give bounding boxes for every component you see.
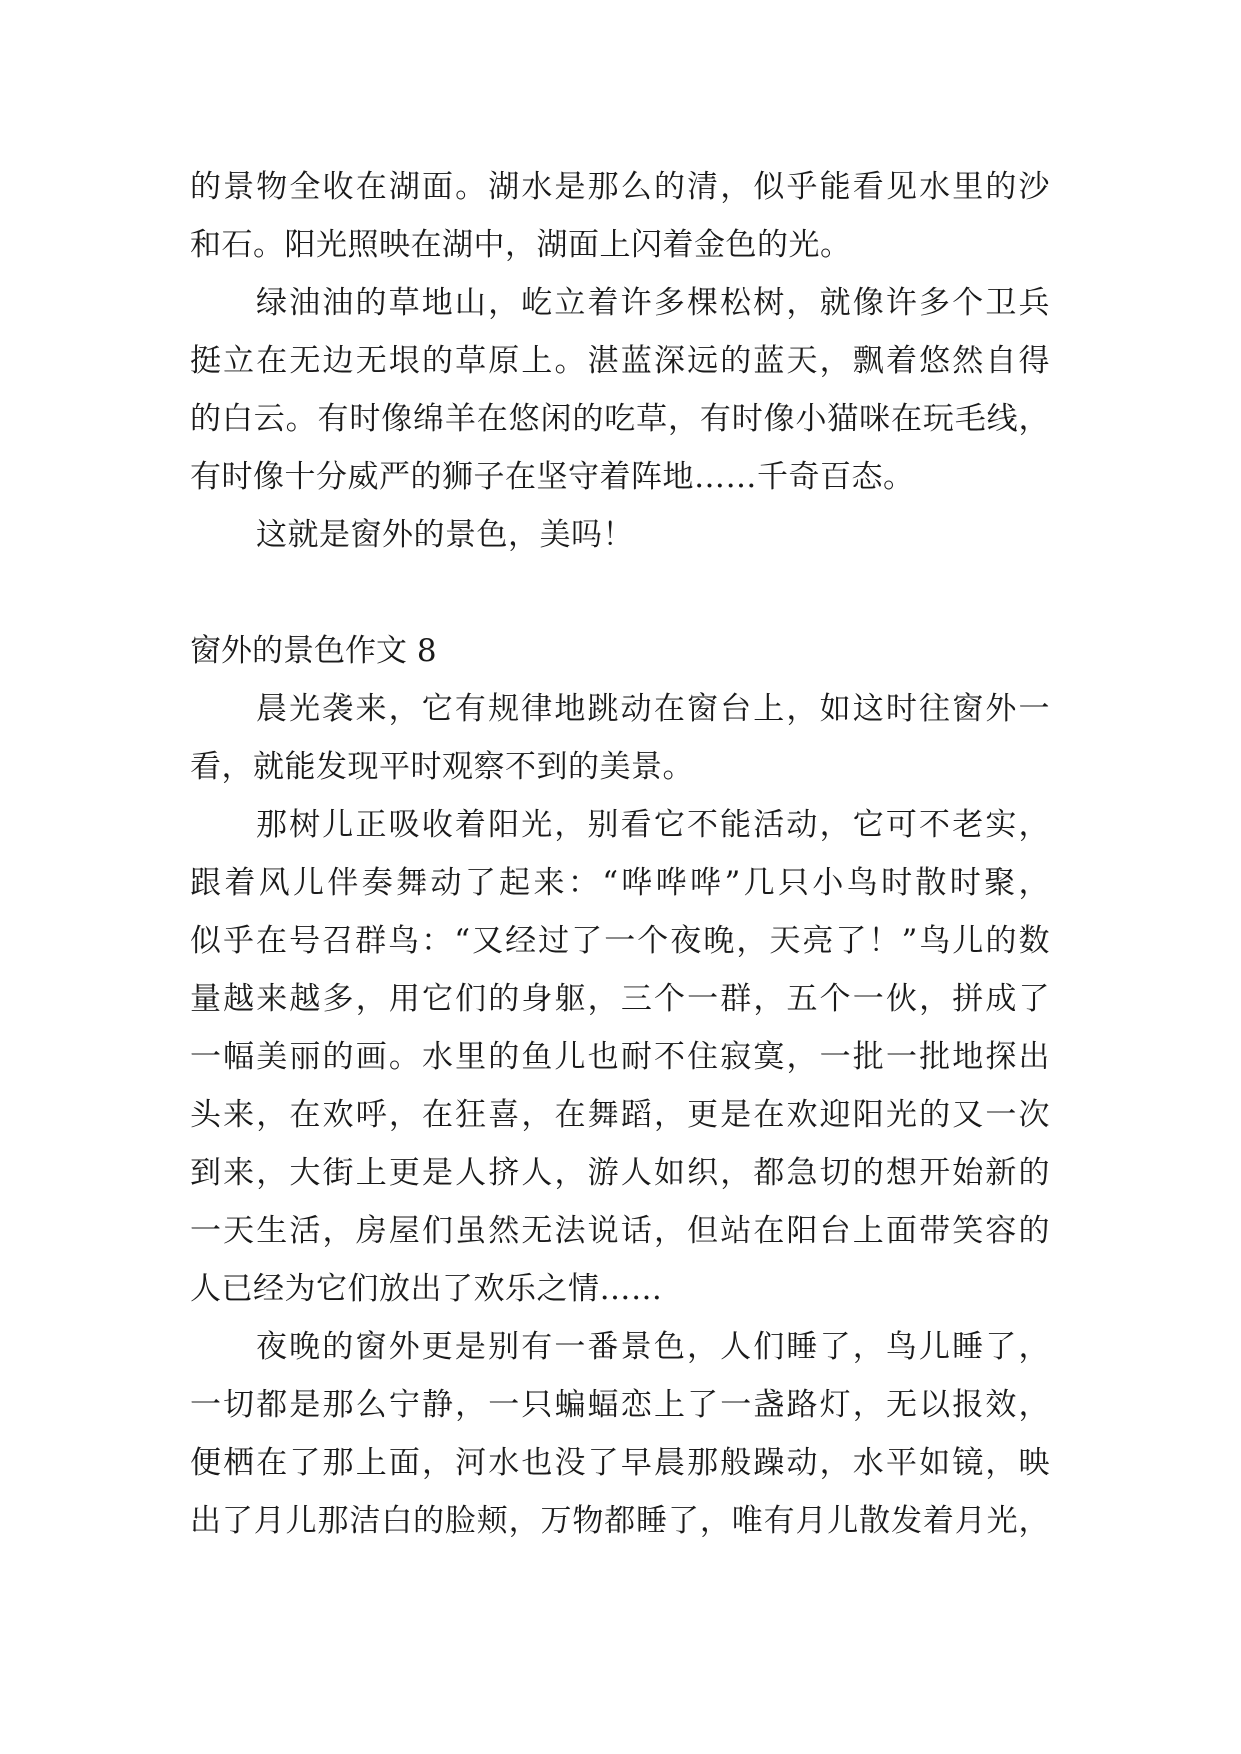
text-line: 一天生活，房屋们虽然无法说话，但站在阳台上面带笑容的: [190, 1213, 1050, 1249]
text-line: 便栖在了那上面，河水也没了早晨那般躁动，水平如镜，映: [190, 1445, 1050, 1481]
text-line: 那树儿正吸收着阳光，别看它不能活动，它可不老实，: [256, 807, 1050, 843]
text-line: 和石。阳光照映在湖中，湖面上闪着金色的光。: [190, 227, 852, 263]
section-heading: 窗外的景色作文 8: [190, 633, 437, 669]
paragraph-tree-birds: [190, 796, 1050, 1318]
text-line: 夜晚的窗外更是别有一番景色，人们睡了，鸟儿睡了，: [256, 1329, 1050, 1365]
text-line: 一切都是那么宁静，一只蝙蝠恋上了一盏路灯，无以报效，: [190, 1387, 1050, 1423]
text-line: 一幅美丽的画。水里的鱼儿也耐不住寂寞，一批一批地探出: [190, 1039, 1050, 1075]
text-line: 似乎在号召群鸟：“又经过了一个夜晚，天亮了！”鸟儿的数: [190, 923, 1050, 959]
text-line: 绿油油的草地山，屹立着许多棵松树，就像许多个卫兵: [256, 285, 1050, 321]
paragraph-grassland: [190, 274, 1050, 506]
text-line: 头来，在欢呼，在狂喜，在舞蹈，更是在欢迎阳光的又一次: [190, 1097, 1050, 1133]
paragraph-closing: [190, 506, 1050, 564]
paragraph-lake: [190, 158, 1050, 274]
text-line: 人已经为它们放出了欢乐之情……: [190, 1271, 663, 1307]
document-page: [190, 158, 1050, 1550]
text-line: 量越来越多，用它们的身躯，三个一群，五个一伙，拼成了: [190, 981, 1050, 1017]
text-line: 晨光袭来，它有规律地跳动在窗台上，如这时往窗外一: [256, 691, 1050, 727]
text-line: 的白云。有时像绵羊在悠闲的吃草，有时像小猫咪在玩毛线，: [190, 401, 1050, 437]
text-line: 跟着风儿伴奏舞动了起来：“哗哗哗”几只小鸟时散时聚，: [190, 865, 1050, 901]
text-line: 到来，大街上更是人挤人，游人如织，都急切的想开始新的: [190, 1155, 1050, 1191]
text-line: 看，就能发现平时观察不到的美景。: [190, 749, 694, 785]
text-line: 的景物全收在湖面。湖水是那么的清，似乎能看见水里的沙: [190, 169, 1050, 205]
paragraph-night: [190, 1318, 1050, 1550]
text-line: 有时像十分威严的狮子在坚守着阵地……千奇百态。: [190, 459, 915, 495]
text-line: 出了月儿那洁白的脸颊，万物都睡了，唯有月儿散发着月光，: [190, 1503, 1050, 1539]
section-gap: [190, 564, 1050, 622]
paragraph-morning: [190, 680, 1050, 796]
text-line: 挺立在无边无垠的草原上。湛蓝深远的蓝天，飘着悠然自得: [190, 343, 1050, 379]
text-line: 这就是窗外的景色，美吗！: [256, 517, 634, 553]
